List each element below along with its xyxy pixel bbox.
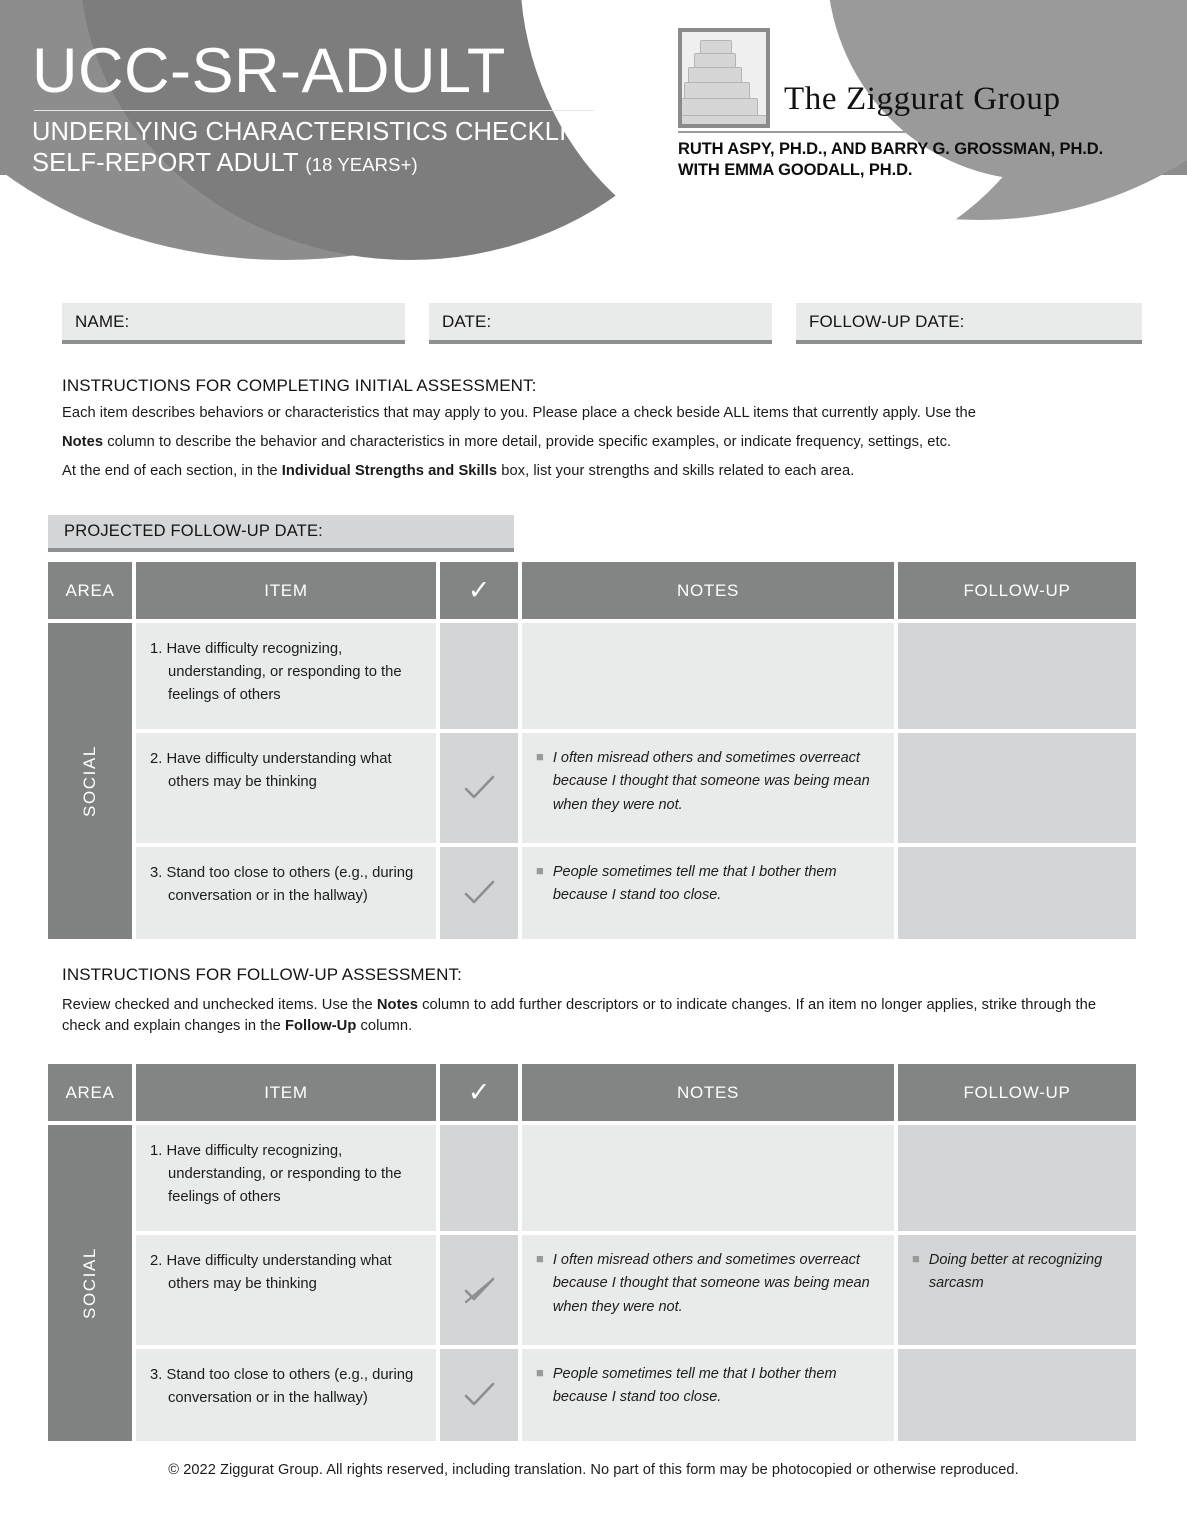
strengths-emphasis: Individual Strengths and Skills [281, 463, 498, 479]
item-number: 2. [150, 1253, 163, 1269]
item-text [150, 1140, 424, 1209]
note-entry [536, 747, 884, 817]
logo-divider [678, 131, 1140, 133]
followup-cell[interactable] [898, 1349, 1136, 1441]
table-row [136, 1235, 1136, 1345]
checkmark-icon [458, 767, 500, 809]
item-text [150, 1250, 424, 1296]
bullet-icon: ■ [912, 1251, 920, 1266]
fu-instr-mid: column to add further descriptors or to indicate changes. If an item no longer applies, strike through the check and explain changes in the [62, 997, 1097, 1034]
note-entry [536, 1363, 884, 1410]
initial-instructions-p3-pre: At the end of each section, in the [62, 463, 282, 479]
item-description: Stand too close to others (e.g., during conversation or in the hallway) [166, 865, 414, 904]
table-body [48, 1125, 1128, 1441]
date-field[interactable] [429, 303, 772, 344]
checkmark-icon [458, 1374, 500, 1416]
followup-cell[interactable] [898, 623, 1136, 729]
initial-instructions-p3 [62, 463, 1132, 479]
check-cell[interactable] [440, 733, 518, 843]
followup-emphasis: Follow-Up [284, 1017, 357, 1034]
check-cell[interactable] [440, 623, 518, 729]
notes-cell[interactable] [522, 1125, 894, 1231]
item-number: 3. [150, 1367, 163, 1383]
followup-date-field[interactable] [796, 303, 1142, 344]
struck-checkmark-icon [458, 1269, 500, 1311]
notes-cell[interactable] [522, 733, 894, 843]
note-entry [536, 1249, 884, 1319]
item-description: Have difficulty recognizing, understanding, or responding to the feelings of others [166, 641, 402, 703]
area-label: SOCIAL [80, 745, 99, 817]
check-cell[interactable] [440, 1349, 518, 1441]
initial-instructions-body [62, 405, 1132, 479]
subtitle-main-text: SELF-REPORT ADULT [32, 149, 299, 178]
form-fields-row [62, 303, 1142, 344]
area-label: SOCIAL [80, 1247, 99, 1319]
item-description: Have difficulty understanding what others may be thinking [166, 1253, 392, 1292]
notes-emphasis: Notes [376, 997, 418, 1013]
notes-cell[interactable] [522, 847, 894, 939]
initial-instructions-p2-text: column to describe the behavior and characteristics in more detail, provide specific examples, or indicate frequency, settings, etc. [103, 434, 952, 450]
logo-row [678, 28, 1148, 128]
brand-logo-block [678, 28, 1148, 181]
checkmark-icon [458, 872, 500, 914]
item-description: Stand too close to others (e.g., during conversation or in the hallway) [166, 1367, 414, 1406]
followup-cell[interactable] [898, 733, 1136, 843]
table-row [136, 1125, 1136, 1231]
page-header [0, 0, 1187, 262]
followup-assessment-table [48, 1064, 1128, 1441]
page-title: UCC-SR-ADULT [32, 36, 506, 106]
item-cell [136, 847, 436, 939]
followup-cell[interactable] [898, 1125, 1136, 1231]
column-header-followup: FOLLOW-UP [898, 562, 1136, 619]
item-number: 1. [150, 641, 163, 657]
initial-instructions-heading: INSTRUCTIONS FOR COMPLETING INITIAL ASSESSMENT: [62, 376, 537, 395]
item-cell [136, 1349, 436, 1441]
column-header-area: AREA [48, 562, 132, 619]
fu-instr-pre: Review checked and unchecked items. Use the [62, 997, 377, 1013]
note-text: I often misread others and sometimes overreact because I thought that someone was being mean when they were not. [552, 1252, 870, 1315]
date-field-label: DATE: [442, 311, 492, 331]
initial-assessment-table [48, 562, 1128, 939]
followup-instructions-body [62, 995, 1132, 1037]
initial-instructions-p3-post: box, list your strengths and skills related to each area. [497, 463, 855, 479]
followup-cell[interactable] [898, 1235, 1136, 1345]
subtitle-line-1: UNDERLYING CHARACTERISTICS CHECKLIST [32, 118, 600, 146]
table-body [48, 623, 1128, 939]
area-cell-social [48, 623, 132, 939]
authors-line-2: WITH EMMA GOODALL, PH.D. [678, 161, 913, 180]
item-cell [136, 1235, 436, 1345]
check-cell[interactable] [440, 1125, 518, 1231]
notes-cell[interactable] [522, 1349, 894, 1441]
item-text [150, 748, 424, 794]
followup-text: Doing better at recognizing sarcasm [928, 1252, 1103, 1292]
bullet-icon: ■ [536, 749, 544, 764]
authors-line-1: RUTH ASPY, PH.D., AND BARRY G. GROSSMAN, PH.D. [678, 140, 1104, 158]
item-cell [136, 623, 436, 729]
initial-instructions-p2 [62, 434, 1132, 450]
table-row [136, 847, 1136, 939]
followup-cell[interactable] [898, 847, 1136, 939]
check-cell[interactable] [440, 1235, 518, 1345]
column-header-item: ITEM [136, 1064, 436, 1121]
followup-date-field-label: FOLLOW-UP DATE: [809, 311, 965, 331]
title-block [32, 36, 600, 179]
check-cell[interactable] [440, 847, 518, 939]
table-rows [136, 1125, 1136, 1441]
note-text: People sometimes tell me that I bother them because I stand too close. [552, 864, 837, 904]
table-row [136, 623, 1136, 729]
subtitle-line-2 [32, 148, 599, 179]
table-header-row [48, 1064, 1128, 1121]
item-text [150, 862, 424, 908]
initial-instructions-p1 [62, 405, 1132, 421]
notes-emphasis: Notes [62, 434, 104, 450]
ziggurat-icon [678, 28, 770, 128]
column-header-area: AREA [48, 1064, 132, 1121]
column-header-item: ITEM [136, 562, 436, 619]
name-field[interactable] [62, 303, 405, 344]
item-number: 1. [150, 1143, 163, 1159]
table-row [136, 1349, 1136, 1441]
item-number: 2. [150, 751, 163, 767]
note-entry [536, 861, 884, 908]
projected-followup-date-field[interactable] [48, 515, 514, 552]
table-rows [136, 623, 1136, 939]
bullet-icon: ■ [536, 1251, 544, 1266]
item-text [150, 1364, 424, 1410]
footer-copyright: © 2022 Ziggurat Group. All rights reserved, including translation. No part of this form may be photocopied or otherwise reproduced. [168, 1462, 1019, 1478]
area-cell-social [48, 1125, 132, 1441]
item-cell [136, 733, 436, 843]
item-cell [136, 1125, 436, 1231]
item-number: 3. [150, 865, 163, 881]
table-header-row [48, 562, 1128, 619]
table-row [136, 733, 1136, 843]
note-text: I often misread others and sometimes overreact because I thought that someone was being mean when they were not. [552, 750, 870, 813]
item-description: Have difficulty recognizing, understanding, or responding to the feelings of others [166, 1143, 402, 1205]
brand-name: The Ziggurat Group [784, 81, 1061, 117]
note-text: People sometimes tell me that I bother them because I stand too close. [552, 1366, 837, 1406]
followup-entry [912, 1249, 1126, 1296]
notes-cell[interactable] [522, 1235, 894, 1345]
projected-followup-date-label: PROJECTED FOLLOW-UP DATE: [64, 522, 323, 540]
bullet-icon: ■ [536, 863, 544, 878]
followup-instructions-heading: INSTRUCTIONS FOR FOLLOW-UP ASSESSMENT: [62, 965, 462, 984]
item-text [150, 638, 424, 707]
fu-instr-post: column. [356, 1017, 413, 1034]
column-header-notes: NOTES [522, 562, 894, 619]
followup-instructions-p1 [62, 995, 1132, 1037]
bullet-icon: ■ [536, 1365, 544, 1380]
check-icon: ✓ [440, 562, 518, 619]
check-icon: ✓ [440, 1064, 518, 1121]
column-header-notes: NOTES [522, 1064, 894, 1121]
item-description: Have difficulty understanding what others may be thinking [166, 751, 392, 790]
initial-instructions-p1-text: Each item describes behaviors or characteristics that may apply to you. Please place a check beside ALL items that currently apply. Use the [62, 405, 976, 421]
notes-cell[interactable] [522, 623, 894, 729]
title-divider [34, 110, 594, 111]
subtitle-age-range: (18 YEARS+) [305, 154, 418, 176]
column-header-followup: FOLLOW-UP [898, 1064, 1136, 1121]
name-field-label: NAME: [75, 311, 130, 331]
